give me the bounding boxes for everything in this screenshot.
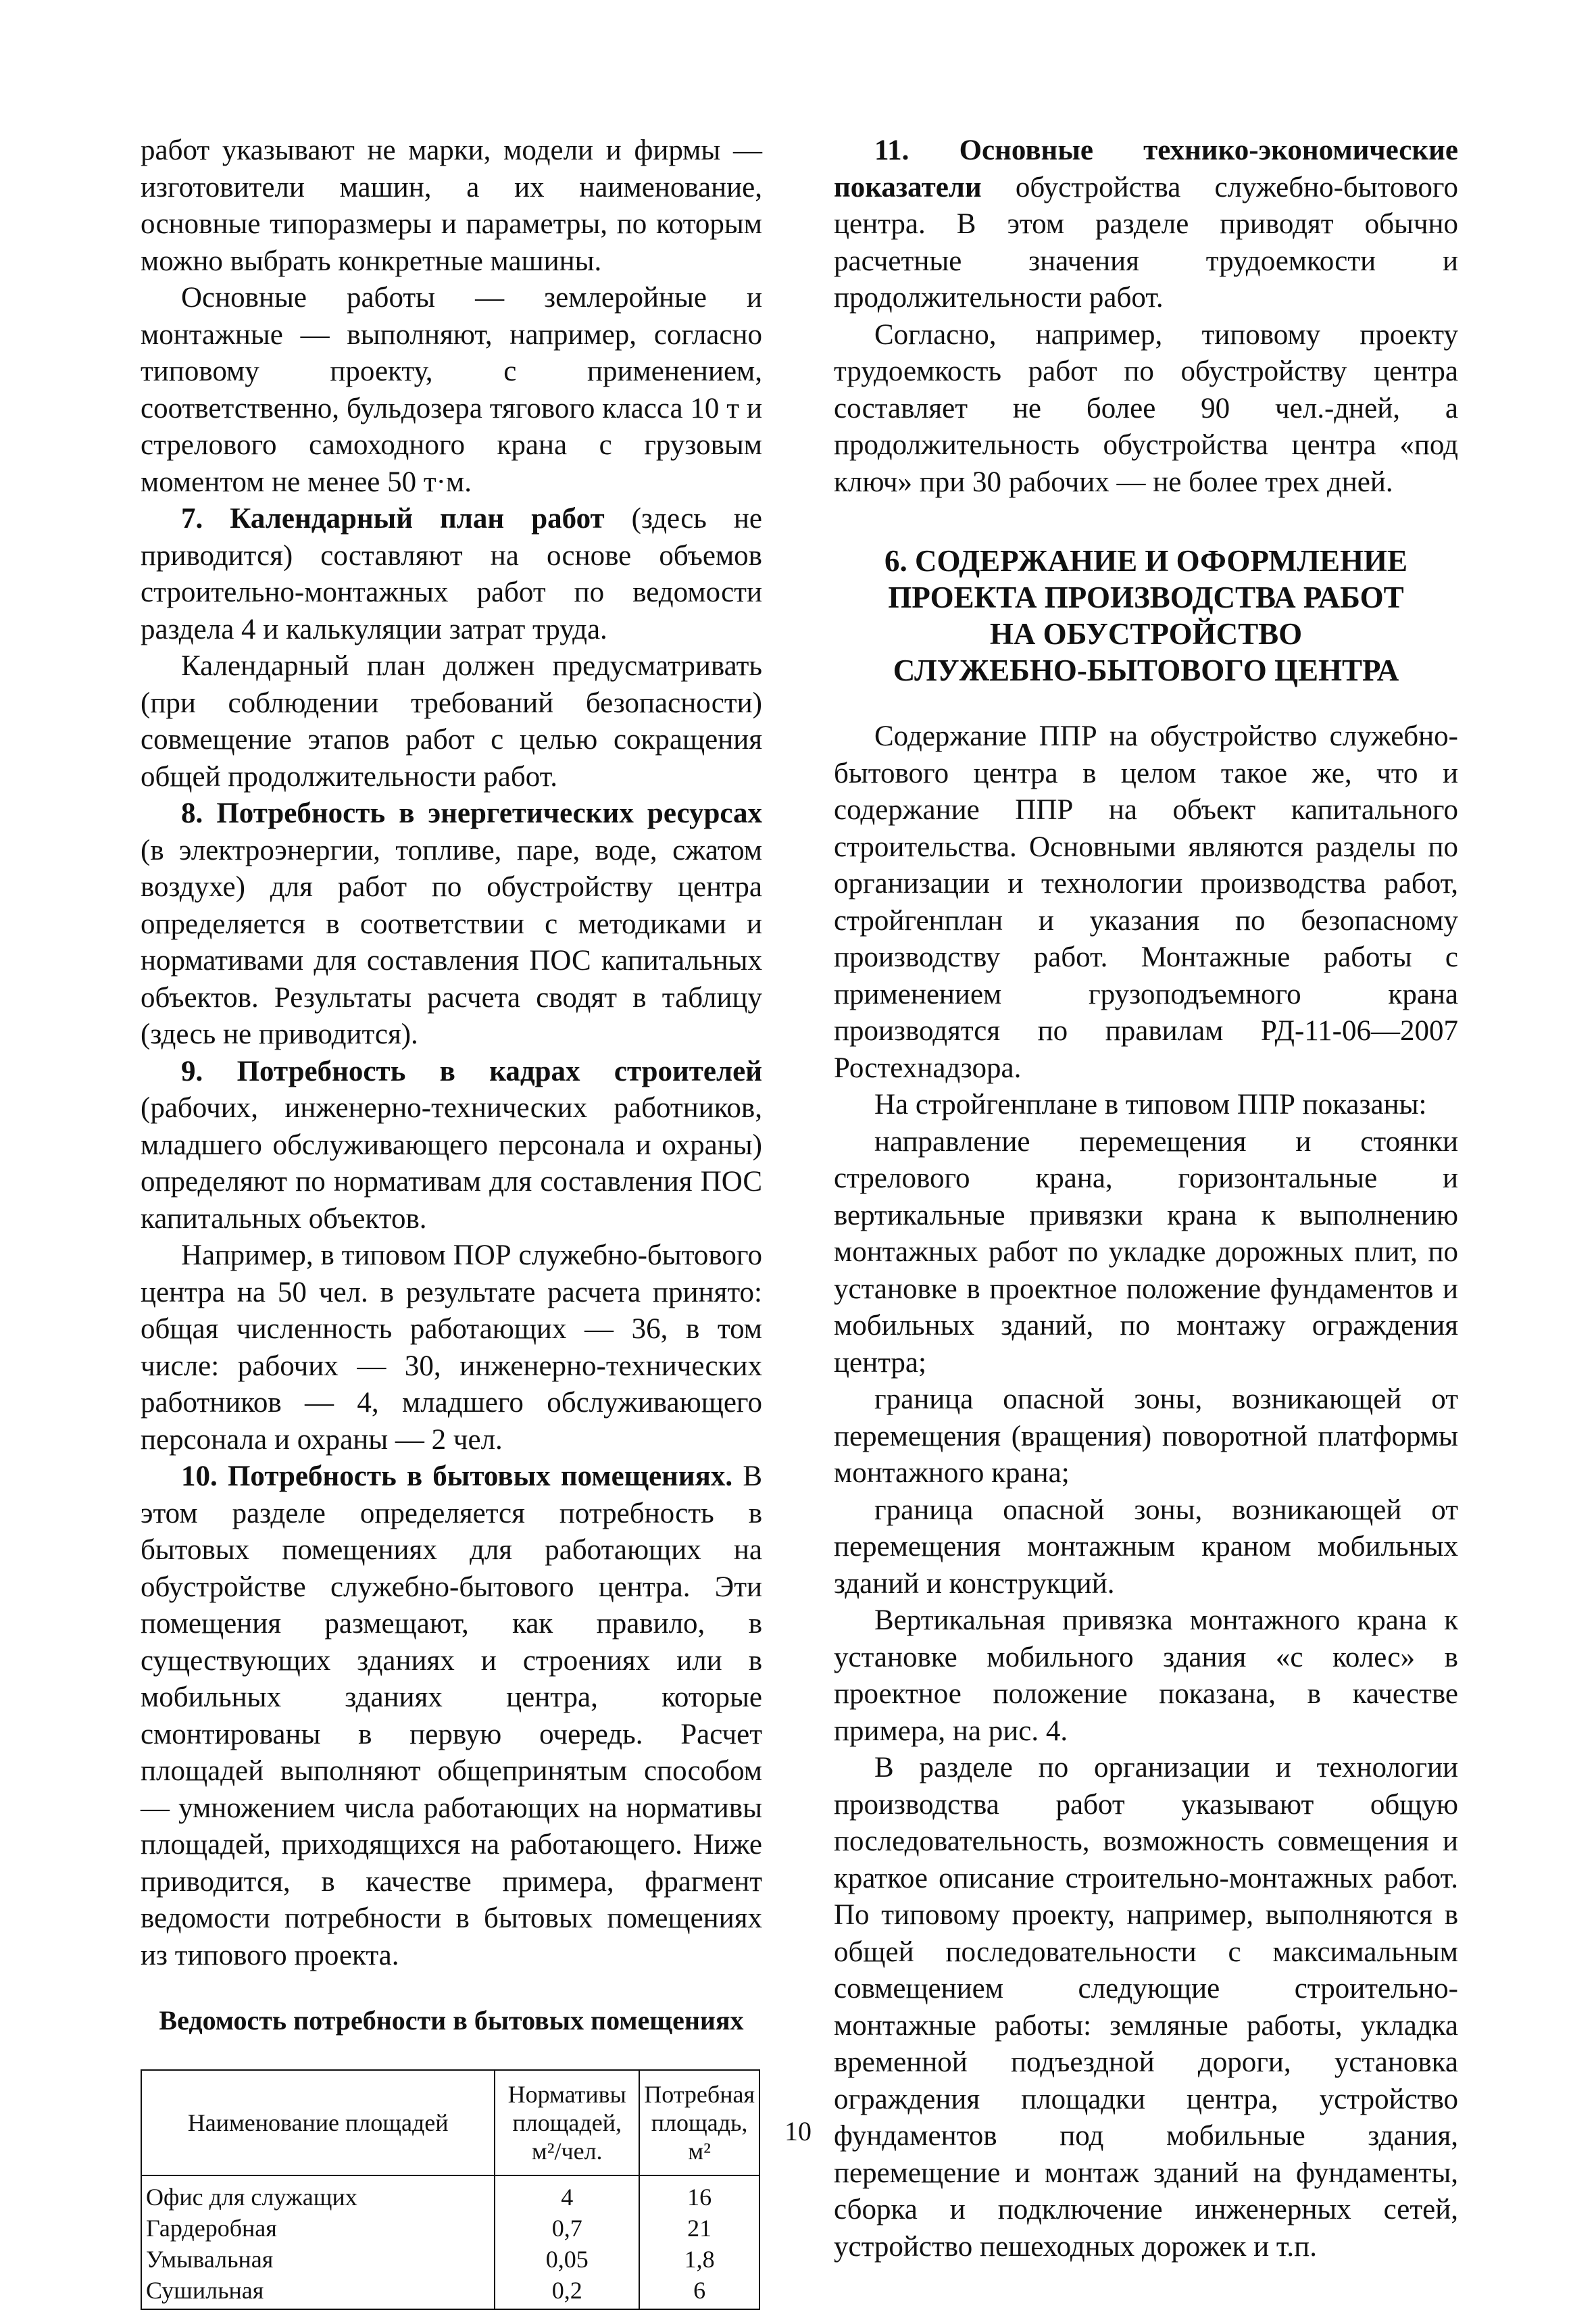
left-column: [141, 132, 762, 2310]
table-cell: 16: [639, 2175, 759, 2213]
section-title-line: СЛУЖЕБНО-БЫТОВОГО ЦЕНТРА: [893, 654, 1399, 687]
table-cell: Сушильная: [141, 2275, 495, 2309]
table-cell: Гардеробная: [141, 2213, 495, 2244]
item-text: (рабочих, инженерно-технических работников, младшего обслуживающего персонала и охраны) определяют по нормативам для составления ПОС капитальных объектов.: [141, 1092, 762, 1235]
paragraph-item-9: [141, 1054, 762, 1238]
table-cell: 0,05: [495, 2244, 639, 2275]
paragraph: В разделе по организации и технологии производства работ указывают общую последовательность, возможность совмещения и краткое описание строительно-монтажных работ. По типовому проекту, например, выполняются в общей последовательности с максимальным совмещением следующие строительно-монтажные работы: земляные работы, укладка временной подъездной дороги, установка ограждения площадки центра, устройство фундаментов под мобильные здания, перемещение и монтаж зданий на фундаменты, сборка и подключение инженерных сетей, устройство пешеходных дорожек и т.п.: [834, 1752, 1458, 2263]
table-title: Ведомость потребности в бытовых помещениях: [159, 2005, 744, 2036]
needs-table: [141, 2069, 760, 2310]
table-cell: 6: [639, 2275, 759, 2309]
paragraph: На стройгенплане в типовом ППР показаны:: [874, 1089, 1427, 1121]
item-text: (в электроэнергии, топливе, паре, воде, сжатом воздухе) для работ по обустройству центра определяется в соответствии с методиками и нормативами для составления ПОС капитальных объектов. Результаты расчета сводят в таблицу (здесь не приводится).: [141, 834, 762, 1050]
table-header-norm: Нормативы площадей, м²/чел.: [495, 2070, 639, 2175]
paragraph-item-10: [141, 1458, 762, 1974]
item-text: (здесь не приводится) составляют на основе объемов строительно-монтажных работ по ведомости раздела 4 и калькуляции затрат труда.: [141, 503, 762, 645]
table-cell: Офис для служащих: [141, 2175, 495, 2213]
section-title-line: ПРОЕКТА ПРОИЗВОДСТВА РАБОТ: [888, 581, 1404, 614]
item-heading: 8. Потребность в энергетических ресурсах: [181, 797, 762, 829]
item-text: В этом разделе определяется потребность в бытовых помещениях для работающих на обустройстве служебно-бытового центра. Эти помещения размещают, как правило, в существующих зданиях и строениях или в мобильных зданиях центра, которые смонтированы в первую очередь. Расчет площадей выполняют общепринятым способом — умножением числа работающих на нормативы площадей, приходящихся на работающего. Ниже приводится, в качестве примера, фрагмент ведомости потребности в бытовых помещениях из типового проекта.: [141, 1460, 762, 1971]
paragraph: Содержание ППР на обустройство служебно-бытового центра в целом такое же, что и содержание ППР на объект капитального строительства. Основными являются разделы по организации и технологии производства работ, стройгенплан и указания по безопасному производству работ. Монтажные работы с применением грузоподъемного крана производятся по правилам РД-11-06—2007 Ростехнадзора.: [834, 720, 1458, 1084]
paragraph: Например, в типовом ПОР служебно-бытового центра на 50 чел. в результате расчета принято: общая численность работающих — 36, в том числе: рабочих — 30, инженерно-технических работников — 4, младшего обслуживающего персонала и охраны — 2 чел.: [141, 1239, 762, 1456]
table-cell: 0,7: [495, 2213, 639, 2244]
paragraph: Календарный план должен предусматривать (при соблюдении требований безопасности) совмещение этапов работ с целью сокращения общей продолжительности работ.: [141, 650, 762, 793]
item-heading: 9. Потребность в кадрах строителей: [181, 1055, 762, 1087]
item-text: обустройства служебно-бытового центра. В этом разделе приводят обычно расчетные значения трудоемкости и продолжительности работ.: [834, 171, 1458, 314]
list-item: граница опасной зоны, возникающей от перемещения монтажным краном мобильных зданий и конструкций.: [834, 1494, 1458, 1600]
paragraph: работ указывают не марки, модели и фирмы — изготовители машин, а их наименование, основные типоразмеры и параметры, по которым можно выбрать конкретные машины.: [141, 134, 762, 277]
paragraph: Основные работы — землеройные и монтажные — выполняют, например, согласно типовому проекту, с применением, соответственно, бульдозера тягового класса 10 т и стрелового самоходного крана с грузовым моментом не менее 50 т·м.: [141, 282, 762, 498]
item-heading: 10. Потребность в бытовых помещениях.: [181, 1460, 733, 1492]
paragraph: Согласно, например, типовому проекту трудоемкость работ по обустройству центра составляет не более 90 чел.-дней, а продолжительность обустройства центра «под ключ» при 30 рабочих — не более трех дней.: [834, 318, 1458, 498]
table-header-name: Наименование площадей: [141, 2070, 495, 2175]
list-item: граница опасной зоны, возникающей от перемещения (вращения) поворотной платформы монтажного крана;: [834, 1383, 1458, 1489]
paragraph-item-7: [141, 501, 762, 648]
table-row: [141, 2175, 759, 2213]
table-cell: 21: [639, 2213, 759, 2244]
list-item: направление перемещения и стоянки стрелового крана, горизонтальные и вертикальные привязки крана к выполнению монтажных работ по укладке дорожных плит, по установке в проектное положение фундаментов и мобильных зданий, по монтажу ограждения центра;: [834, 1125, 1458, 1379]
section-title-line: НА ОБУСТРОЙСТВО: [989, 617, 1303, 651]
paragraph-item-8: [141, 795, 762, 1054]
paragraph-item-11: [834, 132, 1458, 317]
table-row: [141, 2244, 759, 2275]
item-heading: 7. Календарный план работ: [181, 503, 605, 535]
table-cell: 4: [495, 2175, 639, 2213]
table-cell: 1,8: [639, 2244, 759, 2275]
section-title-line: 6. СОДЕРЖАНИЕ И ОФОРМЛЕНИЕ: [884, 544, 1408, 578]
table-cell: Умывальная: [141, 2244, 495, 2275]
table-row: [141, 2275, 759, 2309]
table-row: [141, 2213, 759, 2244]
item-heading: 11. Основные технико-экономические показатели: [834, 134, 1458, 203]
table-header-need: Потребная площадь, м²: [639, 2070, 759, 2175]
section-title: [834, 543, 1458, 689]
paragraph: Вертикальная привязка монтажного крана к установке мобильного здания «с колес» в проектное положение показана, в качестве примера, на рис. 4.: [834, 1604, 1458, 1747]
page-number: 10: [784, 2116, 812, 2146]
right-column: [834, 132, 1458, 2265]
table-cell: 0,2: [495, 2275, 639, 2309]
